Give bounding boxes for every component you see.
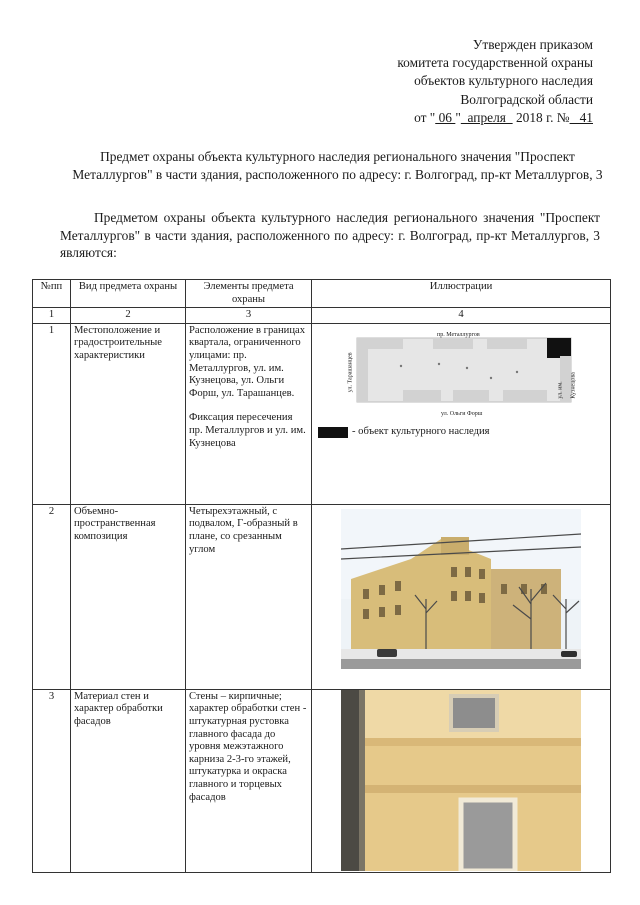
row-elements: Четырехэтажный, с подвалом, Г-образный в плане, со срезанным углом (186, 504, 312, 689)
header-elements: Элементы предмета охраны (186, 280, 312, 308)
intro-paragraph: Предметом охраны объекта культурного наследия регионального значения "Проспект Металлургов" в части здания, расположенного по адресу: г. Волгоград, пр-кт Металлургов, 3 являются: (60, 210, 600, 260)
document-title: Предмет охраны объекта культурного наследия регионального значения "Проспект Металлургов" в части здания, расположенного по адресу: г. Волгоград, пр-кт Металлургов, 3 (72, 149, 603, 182)
map-label-top: пр. Металлургов (437, 331, 480, 338)
date-prefix: от " (414, 109, 436, 125)
legend-label: - объект культурного наследия (352, 425, 490, 437)
table-row (33, 689, 611, 872)
protection-table (32, 279, 611, 873)
date-year: 2018 г. № (512, 109, 570, 125)
approval-date-line (397, 109, 593, 127)
facade-photo (341, 690, 581, 871)
table-header-row (33, 280, 611, 308)
date-mid: " (455, 109, 461, 125)
map-label-left: ул. Тарашанцев (347, 352, 354, 392)
heritage-object-marker (547, 338, 571, 358)
row-type: Объемно-пространственная композиция (71, 504, 186, 689)
site-map (341, 326, 581, 486)
colnum-4: 4 (312, 308, 611, 324)
row-type: Материал стен и характер обработки фасадов (71, 689, 186, 872)
map-illustration-cell (312, 323, 611, 504)
header-illustrations: Иллюстрации (312, 280, 611, 308)
row-type: Местоположение и градостроительные характеристики (71, 323, 186, 504)
approval-line-4: Волгоградской области (460, 91, 593, 107)
map-label-right: ул. им. Кузнецова (557, 371, 576, 399)
colnum-3: 3 (186, 308, 312, 324)
facade-photo-cell (312, 689, 611, 872)
header-type: Вид предмета охраны (71, 280, 186, 308)
colnum-2: 2 (71, 308, 186, 324)
approval-line-2: комитета государственной охраны (397, 55, 593, 71)
table-row (33, 504, 611, 689)
colnum-1: 1 (33, 308, 71, 324)
header-number: №пп (33, 280, 71, 308)
row-elements-text-2: Фиксация пересечения пр. Металлургов и ул. им. Кузнецова (189, 412, 306, 449)
row-number: 3 (33, 689, 71, 872)
table-colnum-row (33, 308, 611, 324)
table-row (33, 323, 611, 504)
row-elements-text: Расположение в границах квартала, ограниченного улицами: пр. Металлургов, ул. им. Кузнецова, ул. Ольги Форш, ул. Тарашанцев. (189, 324, 306, 399)
row-elements: Стены – кирпичные; характер обработки стен - штукатурная рустовка главного фасада до уровня межэтажного карниза 2-3-го этажей, штукатурка и окраска главного и торцевых фасадов (186, 689, 312, 872)
building-photo (341, 509, 581, 669)
row-elements (186, 323, 312, 504)
approval-line-3: объектов культурного наследия (414, 73, 593, 89)
date-month: апреля (460, 109, 513, 125)
approval-line-1: Утвержден приказом (472, 37, 593, 52)
approval-block (397, 36, 593, 127)
building-photo-cell (312, 504, 611, 689)
row-number: 2 (33, 504, 71, 689)
row-number: 1 (33, 323, 71, 504)
date-day: 06 (435, 109, 456, 125)
map-label-bottom: ул. Ольги Форш (441, 410, 483, 417)
order-number: 41 (569, 109, 593, 125)
